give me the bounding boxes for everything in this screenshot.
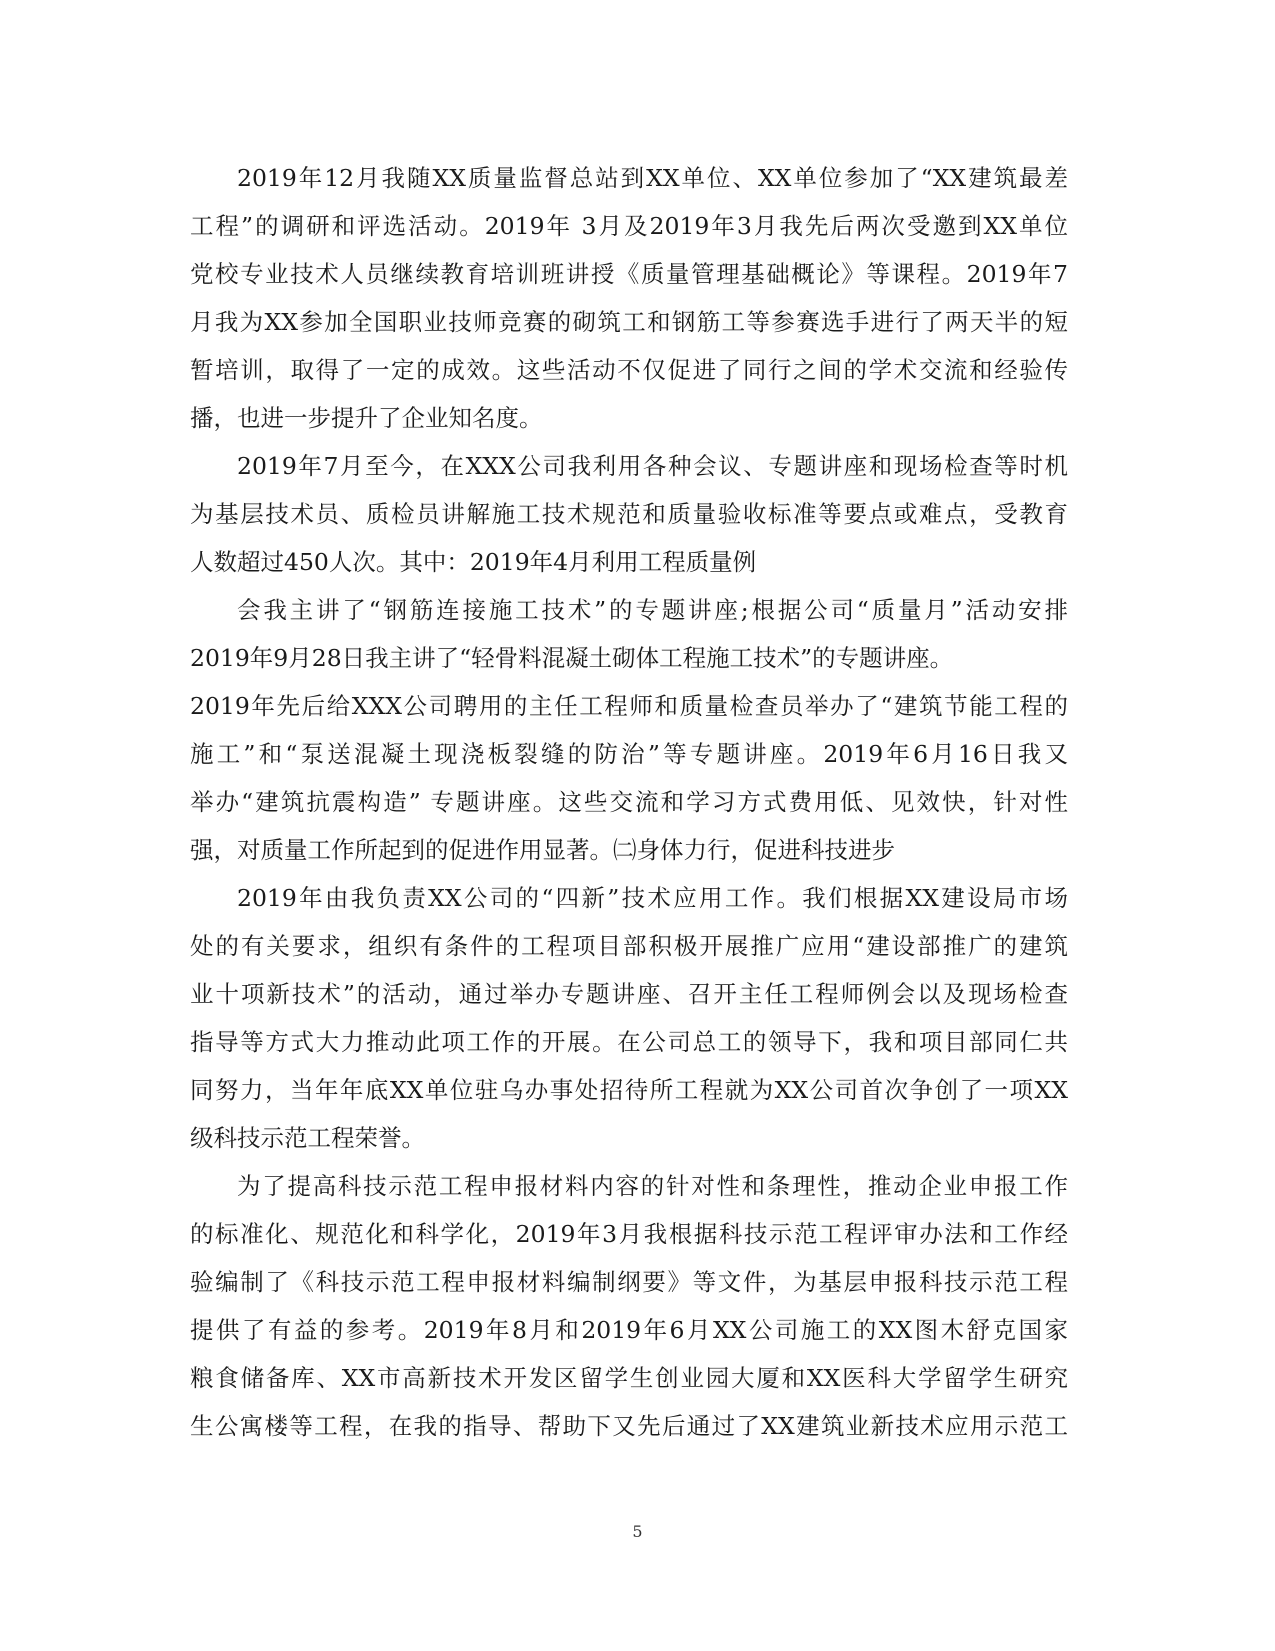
text-line: 2019年先后给XXX公司聘用的主任工程师和质量检查员举办了“建筑节能工程的 <box>190 692 1068 720</box>
text-line: 暂培训，取得了一定的成效。这些活动不仅促进了同行之间的学术交流和经验传 <box>190 356 1068 384</box>
text-line: 指导等方式大力推动此项工作的开展。在公司总工的领导下，我和项目部同仁共 <box>190 1028 1068 1056</box>
text-line: 工程”的调研和评选活动。2019年 3月及2019年3月我先后两次受邀到XX单位 <box>190 212 1068 240</box>
text-line: 提供了有益的参考。2019年8月和2019年6月XX公司施工的XX图木舒克国家 <box>190 1316 1068 1344</box>
paragraph-5 <box>190 1162 1068 1450</box>
text-line: 强，对质量工作所起到的促进作用显著。㈡身体力行，促进科技进步 <box>190 836 895 864</box>
text-line: 会我主讲了“钢筋连接施工技术”的专题讲座;根据公司“质量月”活动安排 <box>237 596 1068 624</box>
text-line: 举办“建筑抗震构造” 专题讲座。这些交流和学习方式费用低、见效快，针对性 <box>190 788 1068 816</box>
text-line: 党校专业技术人员继续教育培训班讲授《质量管理基础概论》等课程。2019年7 <box>190 260 1068 288</box>
paragraph-1 <box>190 154 1068 442</box>
text-line: 为基层技术员、质检员讲解施工技术规范和质量验收标准等要点或难点，受教育 <box>190 500 1068 528</box>
text-line: 2019年由我负责XX公司的“四新”技术应用工作。我们根据XX建设局市场 <box>237 884 1068 912</box>
paragraph-3 <box>190 586 1068 874</box>
page-number: 5 <box>632 1522 643 1541</box>
text-line: 人数超过450人次。其中：2019年4月利用工程质量例 <box>190 548 757 576</box>
text-line: 级科技示范工程荣誉。 <box>190 1124 425 1152</box>
text-line: 月我为XX参加全国职业技师竞赛的砌筑工和钢筋工等参赛选手进行了两天半的短 <box>190 308 1068 336</box>
document-body <box>190 154 1068 1450</box>
text-line: 业十项新技术”的活动，通过举办专题讲座、召开主任工程师例会以及现场检查 <box>190 980 1068 1008</box>
text-line: 处的有关要求，组织有条件的工程项目部积极开展推广应用“建设部推广的建筑 <box>190 932 1068 960</box>
text-line: 2019年9月28日我主讲了“轻骨料混凝土砌体工程施工技术”的专题讲座。 <box>190 644 954 672</box>
text-line: 为了提高科技示范工程申报材料内容的针对性和条理性，推动企业申报工作 <box>237 1172 1068 1200</box>
text-line: 粮食储备库、XX市高新技术开发区留学生创业园大厦和XX医科大学留学生研究 <box>190 1364 1068 1392</box>
text-line: 验编制了《科技示范工程申报材料编制纲要》等文件，为基层申报科技示范工程 <box>190 1268 1068 1296</box>
paragraph-4 <box>190 874 1068 1162</box>
text-line: 生公寓楼等工程，在我的指导、帮助下又先后通过了XX建筑业新技术应用示范工 <box>190 1412 1068 1440</box>
paragraph-2 <box>190 442 1068 586</box>
text-line: 2019年12月我随XX质量监督总站到XX单位、XX单位参加了“XX建筑最差 <box>237 164 1068 192</box>
text-line: 同努力，当年年底XX单位驻乌办事处招待所工程就为XX公司首次争创了一项XX <box>190 1076 1068 1104</box>
text-line: 施工”和“泵送混凝土现浇板裂缝的防治”等专题讲座。2019年6月16日我又 <box>190 740 1068 768</box>
text-line: 2019年7月至今，在XXX公司我利用各种会议、专题讲座和现场检查等时机 <box>237 452 1068 480</box>
text-line: 播，也进一步提升了企业知名度。 <box>190 404 543 432</box>
text-line: 的标准化、规范化和科学化，2019年3月我根据科技示范工程评审办法和工作经 <box>190 1220 1068 1248</box>
